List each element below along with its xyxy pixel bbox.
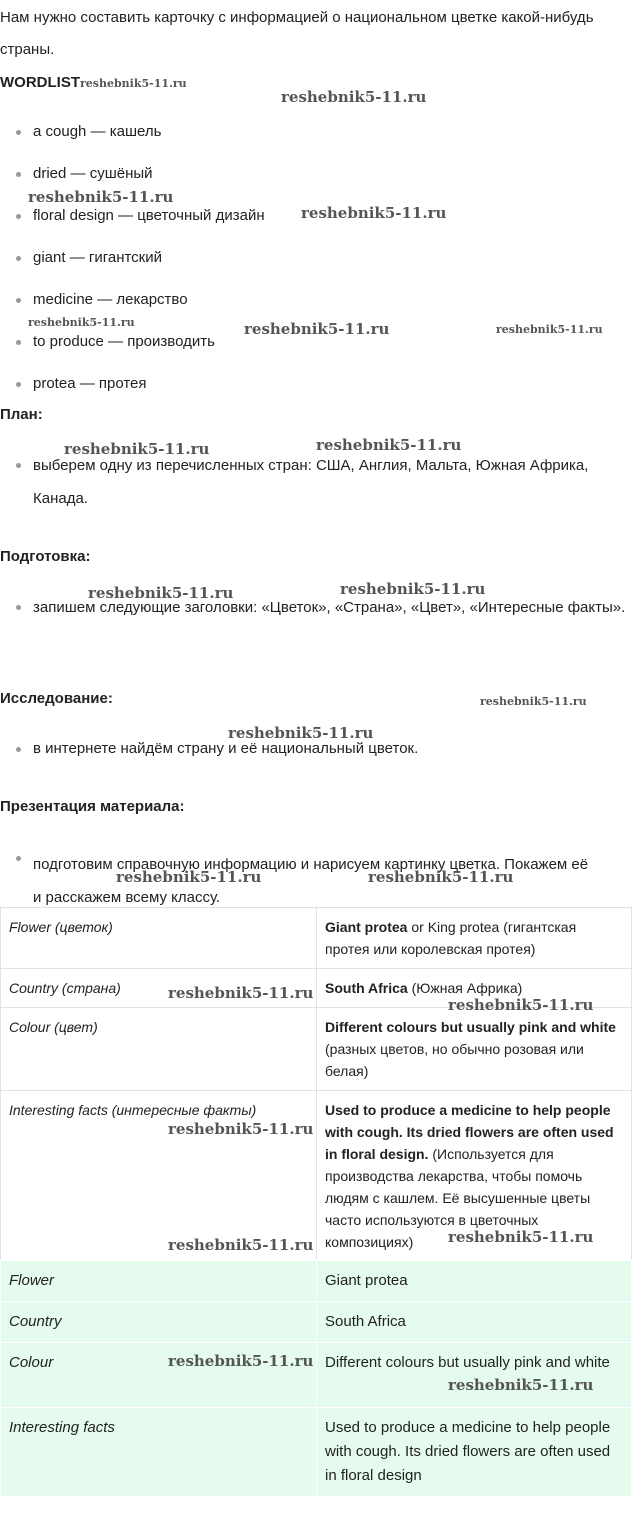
- value-bold: Giant protea: [325, 919, 408, 935]
- watermark: reshebnik5-11.ru: [301, 204, 447, 222]
- watermark: reshebnik5-11.ru: [28, 316, 135, 329]
- value-bold: Different colours but usually pink and white: [325, 1019, 616, 1035]
- watermark: reshebnik5-11.ru: [244, 320, 390, 338]
- table-cell-label: Country (страна): [1, 969, 317, 1008]
- wordlist-heading: [0, 73, 187, 94]
- watermark: reshebnik5-11.ru: [480, 695, 587, 708]
- watermark: reshebnik5-11.ru: [88, 584, 234, 602]
- table-row: [1, 1343, 632, 1408]
- research-heading: Исследование:: [0, 690, 113, 707]
- table-cell-value: Giant protea: [317, 1261, 632, 1302]
- list-item: protea — протея: [33, 374, 632, 394]
- table-row: [1, 1302, 632, 1343]
- watermark: reshebnik5-11.ru: [28, 188, 174, 206]
- list-item: в интернете найдём страну и её национальный цветок.: [33, 739, 632, 759]
- watermark: reshebnik5-11.ru: [168, 1352, 314, 1370]
- table-cell-value: [317, 908, 632, 969]
- watermark: reshebnik5-11.ru: [448, 1228, 594, 1246]
- watermark: reshebnik5-11.ru: [496, 323, 603, 336]
- watermark: reshebnik5-11.ru: [168, 1236, 314, 1254]
- table-cell-value: Used to produce a medicine to help people with cough. Its dried flowers are often used in floral design: [317, 1408, 632, 1497]
- value-rest: (разных цветов, но обычно розовая или белая): [325, 1041, 584, 1079]
- wordlist-heading-text: WORDLIST: [0, 74, 80, 91]
- table-cell-label: Interesting facts (интересные факты): [1, 1091, 317, 1262]
- list-item: a cough — кашель: [33, 122, 632, 142]
- table-cell-label: Flower: [1, 1261, 317, 1302]
- table-row: [1, 1261, 632, 1302]
- table-row: [1, 1408, 632, 1497]
- watermark: reshebnik5-11.ru: [168, 984, 314, 1002]
- table-cell-value: South Africa: [317, 1302, 632, 1343]
- watermark: reshebnik5-11.ru: [340, 580, 486, 598]
- list-item: выберем одну из перечисленных стран: США, Англия, Мальта, Южная Африка, Канада.: [33, 449, 592, 515]
- intro-text: Нам нужно составить карточку с информацией о национальном цветке какой-нибудь страны.: [0, 9, 594, 58]
- table-cell-label: Colour (цвет): [1, 1008, 317, 1091]
- value-rest: (Южная Африка): [407, 980, 523, 996]
- list-item: to produce — производить: [33, 332, 632, 352]
- value-bold: South Africa: [325, 980, 408, 996]
- value-bold: Used to produce a medicine to help people with cough. Its dried flowers are often used in floral design.: [325, 1102, 614, 1162]
- list-item: giant — гигантский: [33, 248, 632, 268]
- watermark: reshebnik5-11.ru: [448, 996, 594, 1014]
- list-item: подготовим справочную информацию и нарисуем картинку цветка. Покажем её и расскажем всему классу.: [33, 848, 592, 914]
- presentation-heading: Презентация материала:: [0, 798, 185, 815]
- table-cell-label: Country: [1, 1302, 317, 1343]
- watermark: reshebnik5-11.ru: [368, 868, 514, 886]
- list-item: dried — сушёный: [33, 164, 632, 184]
- plan-heading: План:: [0, 406, 43, 423]
- list-item: запишем следующие заголовки: «Цветок», «Страна», «Цвет», «Интересные факты».: [33, 591, 632, 624]
- value-rest: (Используется для производства лекарства, чтобы помочь людям с кашлем. Её высушенные цветы часто используются в цветочных композициях): [325, 1146, 591, 1250]
- watermark: reshebnik5-11.ru: [281, 88, 427, 106]
- watermark: reshebnik5-11.ru: [116, 868, 262, 886]
- wordlist-heading-suffix: reshebnik5-11.ru: [80, 77, 187, 90]
- table-cell-label: Colour: [1, 1343, 317, 1408]
- watermark: reshebnik5-11.ru: [228, 724, 374, 742]
- preparation-heading: Подготовка:: [0, 548, 91, 565]
- watermark: reshebnik5-11.ru: [168, 1120, 314, 1138]
- table-cell-label: Interesting facts: [1, 1408, 317, 1497]
- watermark: reshebnik5-11.ru: [316, 436, 462, 454]
- list-item: medicine — лекарство: [33, 290, 632, 310]
- table-cell-value: [317, 1008, 632, 1091]
- table-cell-value: Different colours but usually pink and white: [317, 1343, 632, 1408]
- table-cell-label: Flower (цветок): [1, 908, 317, 969]
- table-row: [1, 908, 632, 969]
- value-rest: or King protea (гигантская протея или королевская протея): [325, 919, 577, 957]
- table-row: [1, 1008, 632, 1091]
- watermark: reshebnik5-11.ru: [448, 1376, 594, 1394]
- list-item: floral design — цветочный дизайн: [33, 206, 632, 226]
- info-table-detailed: [0, 907, 632, 1262]
- watermark: reshebnik5-11.ru: [64, 440, 210, 458]
